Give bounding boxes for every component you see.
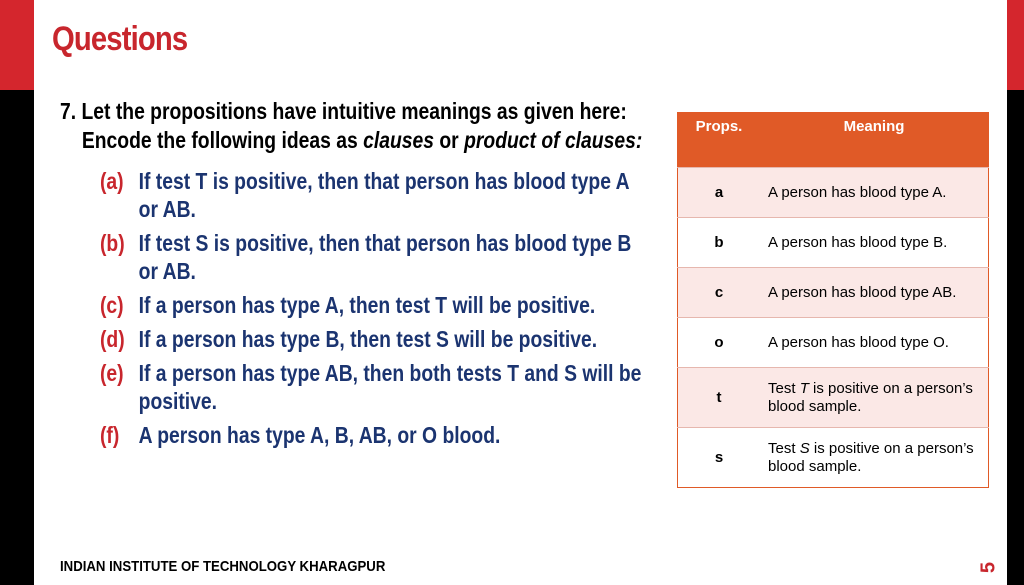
item-text: If test T is positive, then that person has blood type A or AB. — [138, 168, 629, 222]
meaning-variable: S — [799, 439, 810, 457]
prop-cell: b — [678, 218, 761, 268]
meaning-cell: A person has blood type B. — [760, 218, 989, 268]
table-header-row — [678, 113, 989, 168]
item-text: If a person has type AB, then both tests T and S will be positive. — [138, 360, 642, 414]
left-accent-bar-red — [0, 0, 34, 90]
item-text: A person has type A, B, AB, or O blood. — [138, 422, 501, 448]
meaning-cell — [760, 428, 989, 488]
meaning-suffix: is positive on a person’s blood sample. — [768, 379, 973, 415]
meaning-prefix: Test — [768, 439, 800, 457]
table-row — [678, 218, 989, 268]
prop-cell: s — [678, 428, 761, 488]
question-line-2-mid: or — [434, 127, 465, 153]
item-label: (b) — [100, 230, 125, 256]
question-line-1: 7. Let the propositions have intuitive meanings as given here: — [60, 98, 627, 124]
question-items-list — [100, 167, 646, 455]
propositions-table — [677, 112, 989, 488]
item-label: (c) — [100, 292, 124, 318]
question-text — [60, 97, 648, 155]
footer-institution: INDIAN INSTITUTE OF TECHNOLOGY KHARAGPUR — [60, 558, 386, 575]
header-meaning: Meaning — [760, 113, 989, 168]
meaning-cell: A person has blood type AB. — [760, 268, 989, 318]
meaning-cell — [760, 368, 989, 428]
list-item — [100, 421, 646, 449]
question-line-2-prefix: Encode the following ideas as — [81, 127, 364, 153]
meaning-suffix: is positive on a person’s blood sample. — [768, 439, 974, 475]
item-text: If a person has type B, then test S will be positive. — [138, 326, 598, 352]
item-text: If test S is positive, then that person has blood type B or AB. — [138, 230, 632, 284]
meaning-cell: A person has blood type O. — [760, 318, 989, 368]
table-row — [678, 318, 989, 368]
header-props: Props. — [678, 113, 761, 168]
prop-cell: c — [678, 268, 761, 318]
table-row — [678, 168, 989, 218]
table-row — [678, 428, 989, 488]
item-label: (f) — [100, 422, 120, 448]
page-number: 5 — [977, 561, 1000, 574]
meaning-prefix: Test — [768, 379, 800, 397]
right-accent-bar-red — [1007, 0, 1024, 90]
item-label: (d) — [100, 326, 125, 352]
item-label: (e) — [100, 360, 124, 386]
list-item — [100, 359, 646, 415]
question-emphasis-clauses: clauses — [363, 127, 435, 153]
prop-cell: o — [678, 318, 761, 368]
meaning-variable: T — [799, 379, 809, 397]
prop-cell: a — [678, 168, 761, 218]
right-accent-bar-black — [1007, 90, 1024, 585]
item-text: If a person has type A, then test T will be positive. — [138, 292, 596, 318]
list-item — [100, 229, 646, 285]
item-label: (a) — [100, 168, 124, 194]
table-row — [678, 268, 989, 318]
prop-cell: t — [678, 368, 761, 428]
list-item — [100, 325, 646, 353]
list-item — [100, 167, 646, 223]
left-accent-bar-black — [0, 90, 34, 585]
meaning-cell: A person has blood type A. — [760, 168, 989, 218]
slide-title: Questions — [52, 20, 188, 58]
question-emphasis-product-of-clauses: product of clauses: — [464, 127, 643, 153]
list-item — [100, 291, 646, 319]
table-row — [678, 368, 989, 428]
question-line-2 — [60, 126, 648, 155]
